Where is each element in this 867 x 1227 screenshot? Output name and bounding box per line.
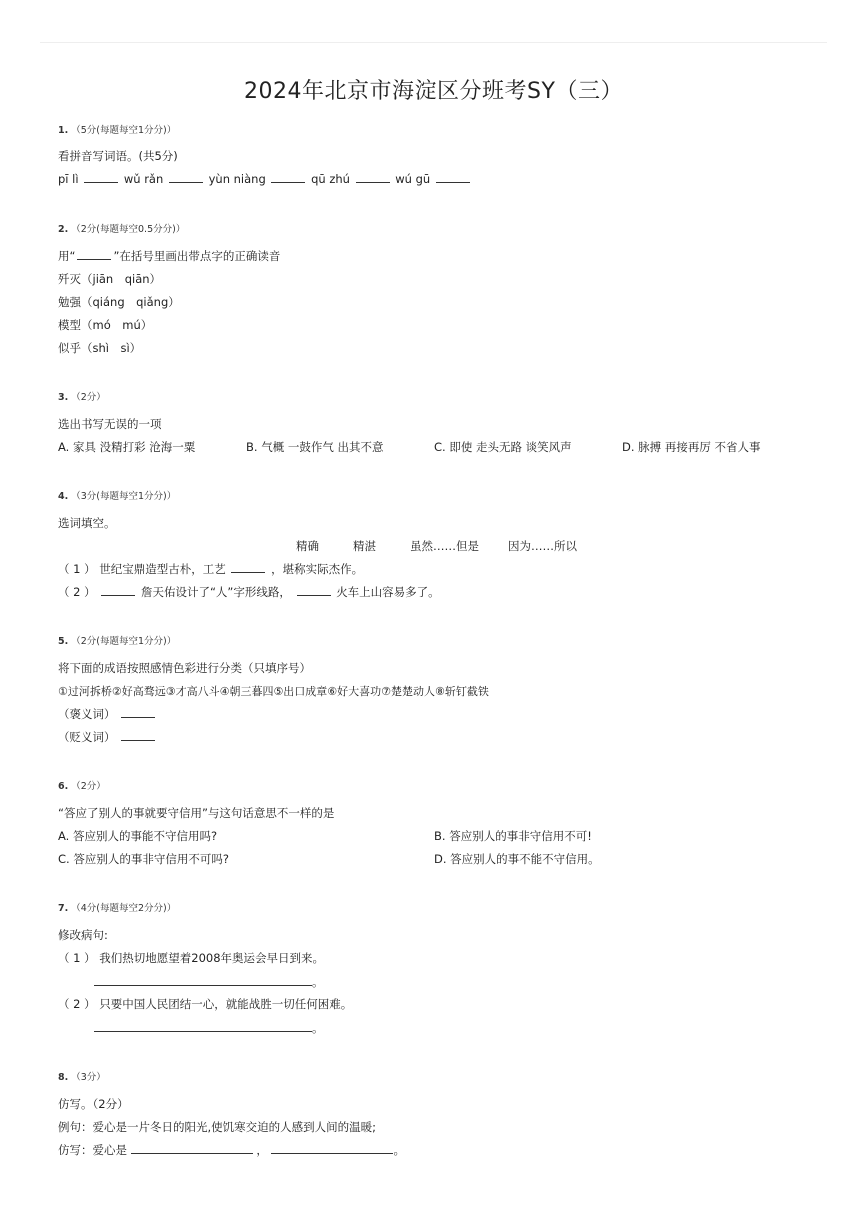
q5-header [58, 633, 176, 647]
page-title: 2024年北京市海淀区分班考SY（三） [244, 79, 623, 104]
period: 。 [312, 1021, 324, 1035]
q4-sentence-2 [58, 584, 440, 600]
q6-option-a[interactable]: A. 答应别人的事能不守信用吗? [58, 829, 218, 843]
q3-option-a[interactable]: A. 家具 没精打彩 沧海一粟 [58, 440, 196, 454]
q4-word-1: 精确 [296, 539, 319, 553]
answer-line[interactable] [271, 1143, 393, 1154]
pinyin-5: wú gū [395, 172, 431, 186]
q4-header [58, 488, 176, 502]
answer-line[interactable] [94, 975, 312, 986]
period: 。 [393, 1143, 405, 1157]
q8-imitate-row [58, 1142, 405, 1158]
q3-header [58, 389, 106, 403]
q2-item-4: 似乎（shì sì） [58, 341, 142, 355]
q4-word-4: 因为……所以 [508, 539, 577, 553]
comma: ， [256, 1143, 268, 1157]
q7-header [58, 900, 176, 914]
q4-s2-label: （ 2 ） [58, 585, 96, 599]
answer-blank[interactable] [101, 585, 135, 596]
q5-number: 5. [58, 636, 69, 647]
q1-number: 1. [58, 125, 69, 136]
answer-blank[interactable] [436, 172, 470, 183]
q4-number: 4. [58, 491, 69, 502]
answer-line[interactable] [94, 1021, 312, 1032]
q8-header [58, 1069, 106, 1083]
q5-idiom-list: ①过河拆桥②好高骛远③才高八斗④朝三暮四⑤出口成章⑥好大喜功⑦楚楚动人⑧斩钉截铁 [58, 685, 489, 698]
answer-line[interactable] [131, 1143, 253, 1154]
q6-header [58, 778, 106, 792]
q4-word-2: 精湛 [353, 539, 376, 553]
q8-imitate-label: 仿写：爱心是 [58, 1143, 127, 1157]
q6-number: 6. [58, 781, 69, 792]
answer-blank[interactable] [169, 172, 203, 183]
q3-number: 3. [58, 392, 69, 403]
q8-number: 8. [58, 1072, 69, 1083]
answer-blank[interactable] [77, 249, 111, 260]
answer-blank[interactable] [121, 730, 155, 741]
q7-meta: （4分(每题每空2分分)） [71, 903, 177, 914]
q2-instruction-end: ”在括号里画出带点字的正确读音 [113, 249, 281, 263]
q4-s1-end: ，堪称实际杰作。 [271, 562, 364, 576]
answer-blank[interactable] [271, 172, 305, 183]
q6-option-b[interactable]: B. 答应别人的事非守信用不可! [434, 829, 592, 843]
q2-meta: （2分(每题每空0.5分分)） [71, 224, 186, 235]
answer-blank[interactable] [121, 707, 155, 718]
q8-instruction: 仿写。（2分） [58, 1097, 129, 1111]
q3-option-d[interactable]: D. 脉搏 再接再厉 不省人事 [622, 440, 761, 454]
q3-instruction: 选出书写无误的一项 [58, 417, 162, 431]
answer-blank[interactable] [84, 172, 118, 183]
q5-meta: （2分(每题每空1分分)） [71, 636, 177, 647]
q6-option-d[interactable]: D. 答应别人的事不能不守信用。 [434, 852, 600, 866]
q7-number: 7. [58, 903, 69, 914]
period: 。 [312, 975, 324, 989]
q2-number: 2. [58, 224, 69, 235]
q5-instruction: 将下面的成语按照感情色彩进行分类（只填序号） [58, 661, 311, 675]
answer-blank[interactable] [231, 562, 265, 573]
q8-example: 例句：爱心是一片冬日的阳光,使饥寒交迫的人感到人间的温暖; [58, 1120, 377, 1134]
q2-instruction-start: 用“ [58, 249, 76, 263]
pinyin-2: wǔ rǎn [123, 172, 164, 186]
pinyin-4: qū zhú [311, 172, 350, 186]
q6-option-c[interactable]: C. 答应别人的事非守信用不可吗? [58, 852, 229, 866]
q4-word-3: 虽然……但是 [410, 539, 479, 553]
q1-pinyin-row [58, 172, 472, 186]
q7-instruction: 修改病句: [58, 928, 108, 942]
q2-item-2: 勉强（qiáng qiǎng） [58, 295, 180, 309]
q1-meta: （5分(每题每空1分分)） [71, 125, 177, 136]
q3-option-c[interactable]: C. 即使 走头无路 谈笑风声 [434, 440, 572, 454]
q6-meta: （2分） [71, 781, 106, 792]
q6-instruction: “答应了别人的事就要守信用”与这句话意思不一样的是 [58, 806, 335, 820]
answer-blank[interactable] [356, 172, 390, 183]
answer-blank[interactable] [297, 585, 331, 596]
q7-sentence-1: （ 1 ） 我们热切地愿望着2008年奥运会早日到来。 [58, 951, 325, 965]
pinyin-1: pī lì [58, 172, 79, 186]
q2-item-1: 歼灭（jiān qiān） [58, 272, 162, 286]
q3-option-b[interactable]: B. 气概 一鼓作气 出其不意 [246, 440, 384, 454]
q4-instruction: 选词填空。 [58, 516, 116, 530]
q8-meta: （3分） [71, 1072, 106, 1083]
q2-item-3: 模型（mó mú） [58, 318, 153, 332]
q4-meta: （3分(每题每空1分分)） [71, 491, 177, 502]
q4-s1-start: （ 1 ） 世纪宝鼎造型古朴，工艺 [58, 562, 226, 576]
q5-derog-row [58, 729, 157, 745]
q2-instruction [58, 248, 280, 264]
q7-sentence-2: （ 2 ） 只要中国人民团结一心，就能战胜一切任何困难。 [58, 997, 353, 1011]
q7-answer-row-2 [94, 1020, 324, 1036]
q5-derog-label: （贬义词） [58, 730, 116, 744]
top-divider [40, 42, 827, 43]
q5-praise-label: （褒义词） [58, 707, 116, 721]
q4-sentence-1 [58, 561, 363, 577]
q3-meta: （2分） [71, 392, 106, 403]
q4-s2-end: 火车上山容易多了。 [336, 585, 440, 599]
pinyin-3: yùn niàng [208, 172, 266, 186]
q1-instruction: 看拼音写词语。(共5分) [58, 149, 178, 163]
q5-praise-row [58, 706, 157, 722]
q4-s2-middle: 詹天佑设计了“人”字形线路， [140, 585, 291, 599]
q1-header [58, 122, 176, 136]
q2-header [58, 221, 185, 235]
q7-answer-row-1 [94, 974, 324, 990]
